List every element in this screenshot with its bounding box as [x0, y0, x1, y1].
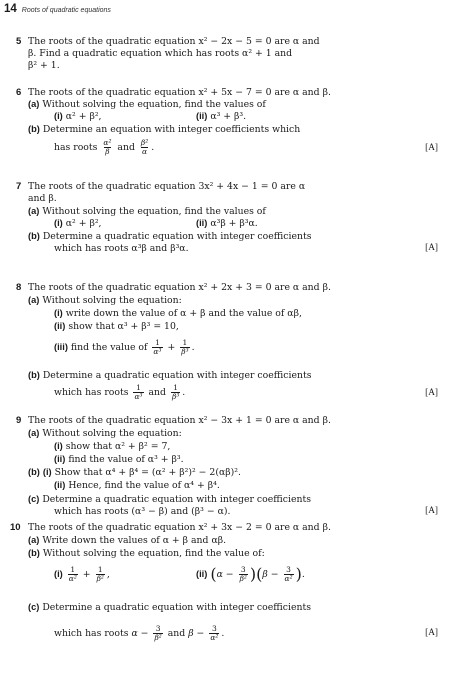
fraction: $\frac{1}{\text{α³}}$ [134, 383, 143, 401]
subpart-text: write down the value of α + β and the value of αβ, [65, 308, 302, 319]
fraction: $\frac{1}{\text{β²}}$ [96, 565, 104, 583]
subpart-text: α² + β², [65, 218, 102, 229]
subpart-label: (ii) [196, 218, 208, 228]
subpart-text: find the value of α³ + β³. [68, 454, 184, 465]
fraction: $\frac{3}{\text{α²}}$ [284, 565, 293, 583]
question-text: The roots of the quadratic equation x² + 2x + 3 = 0 are α and β. [28, 282, 331, 293]
part-text: which has roots [54, 387, 129, 398]
subpart-text: α³ + β³. [210, 111, 247, 122]
question-text: The roots of the quadratic equation 3x² + 4x − 1 = 0 are α [28, 181, 306, 192]
question-number: 7 [16, 181, 22, 192]
part-text: Without solving the equation: [42, 295, 182, 306]
question-number: 6 [16, 87, 22, 98]
subpart-text: Hence, find the value of α⁴ + β⁴. [68, 480, 220, 491]
question-text: β. Find a quadratic equation which has roots α² + 1 and [28, 48, 293, 59]
part-label: (a) [28, 428, 40, 438]
part-label: (b) [28, 548, 40, 558]
subpart-label: (iii) [54, 342, 68, 352]
part-label: (a) [28, 99, 40, 109]
subpart-label: (i) [54, 569, 63, 579]
subpart-label: (i) [54, 111, 63, 121]
subpart-text: show that α³ + β³ = 10, [68, 321, 179, 332]
mark-label: [A] [425, 143, 438, 153]
subpart-text: Show that α⁴ + β⁴ = (α² + β²)² − 2(αβ)². [54, 467, 241, 478]
page-header [4, 3, 111, 19]
mark-label: [A] [425, 243, 438, 253]
part-text: Without solving the equation, find the values of [42, 206, 266, 217]
part-label: (b) [28, 467, 40, 477]
part-text: Write down the values of α + β and αβ. [42, 535, 227, 546]
part-label: (a) [28, 206, 40, 216]
question-text: The roots of the quadratic equation x² + 5x − 7 = 0 are α and β. [28, 87, 331, 98]
subpart-label: (i) [54, 441, 63, 451]
subpart-label: (ii) [54, 454, 66, 464]
subpart-label: (i) [54, 308, 63, 318]
part-label: (c) [28, 494, 40, 504]
mark-label: [A] [425, 388, 438, 398]
question-text: and β. [28, 193, 57, 204]
part-text: Determine an equation with integer coefficients which [42, 124, 301, 135]
part-label: (b) [28, 231, 40, 241]
fraction: $\frac{3}{\text{α²}}$ [210, 624, 219, 642]
subpart-label: (ii) [196, 569, 208, 579]
part-text: has roots [54, 142, 98, 153]
part-label: (a) [28, 295, 40, 305]
fraction: $\frac{3}{\text{β²}}$ [154, 624, 162, 642]
question-text: The roots of the quadratic equation x² − 2x − 5 = 0 are α and [28, 36, 320, 47]
subpart-label: (ii) [54, 480, 66, 490]
question-text: The roots of the quadratic equation x² − 3x + 1 = 0 are α and β. [28, 415, 331, 426]
part-text: which has roots [54, 628, 129, 639]
part-text: which has roots (α³ − β) and (β³ − α). [54, 506, 231, 517]
question-number: 5 [16, 36, 22, 47]
part-text: Determine a quadratic equation with integer coefficients [42, 370, 312, 381]
fraction: $\frac{1}{\text{α³}}$ [153, 338, 162, 356]
fraction: $\frac{1}{\text{α²}}$ [68, 565, 77, 583]
part-label: (b) [28, 370, 40, 380]
part-text: Without solving the equation, find the values of [42, 99, 266, 110]
part-text: Determine a quadratic equation with integer coefficients [42, 602, 311, 613]
question-text: The roots of the quadratic equation x² + 3x − 2 = 0 are α and β. [28, 522, 331, 533]
subpart-label: (ii) [196, 111, 208, 121]
fraction: $\frac{1}{\text{β³}}$ [181, 338, 189, 356]
subpart-label: (i) [42, 467, 52, 477]
question-number: 8 [16, 282, 22, 293]
subpart-text: show that α² + β² = 7, [65, 441, 171, 452]
part-text: Determine a quadratic equation with integer coefficients [42, 494, 311, 505]
subpart-text: α² + β², [65, 111, 102, 122]
running-title: Roots of quadratic equations [21, 7, 111, 14]
page-number: 14 [4, 3, 17, 15]
question-number: 9 [16, 415, 22, 426]
part-text: which has roots α³β and β³α. [54, 243, 189, 254]
subpart-label: (i) [54, 218, 63, 228]
part-text: Determine a quadratic equation with integer coefficients [42, 231, 312, 242]
fraction: $\frac{\text{α²}}{\beta}$ [103, 138, 112, 156]
mark-label: [A] [425, 506, 438, 516]
part-label: (a) [28, 535, 40, 545]
part-label: (c) [28, 602, 40, 612]
part-text: Without solving the equation: [42, 428, 182, 439]
fraction: $\frac{1}{\text{β³}}$ [171, 383, 180, 401]
subpart-text: find the value of [70, 342, 148, 353]
subpart-text: α³β + β³α. [210, 218, 258, 229]
question-text: β² + 1. [28, 60, 60, 71]
subpart-label: (ii) [54, 321, 66, 331]
fraction: $\frac{\text{β²}}{\alpha}$ [140, 138, 149, 156]
fraction: $\frac{3}{\text{β²}}$ [239, 565, 247, 583]
part-text: Without solving the equation, find the value of: [42, 548, 265, 559]
mark-label: [A] [425, 628, 438, 638]
part-label: (b) [28, 124, 40, 134]
question-number: 10 [10, 522, 21, 533]
